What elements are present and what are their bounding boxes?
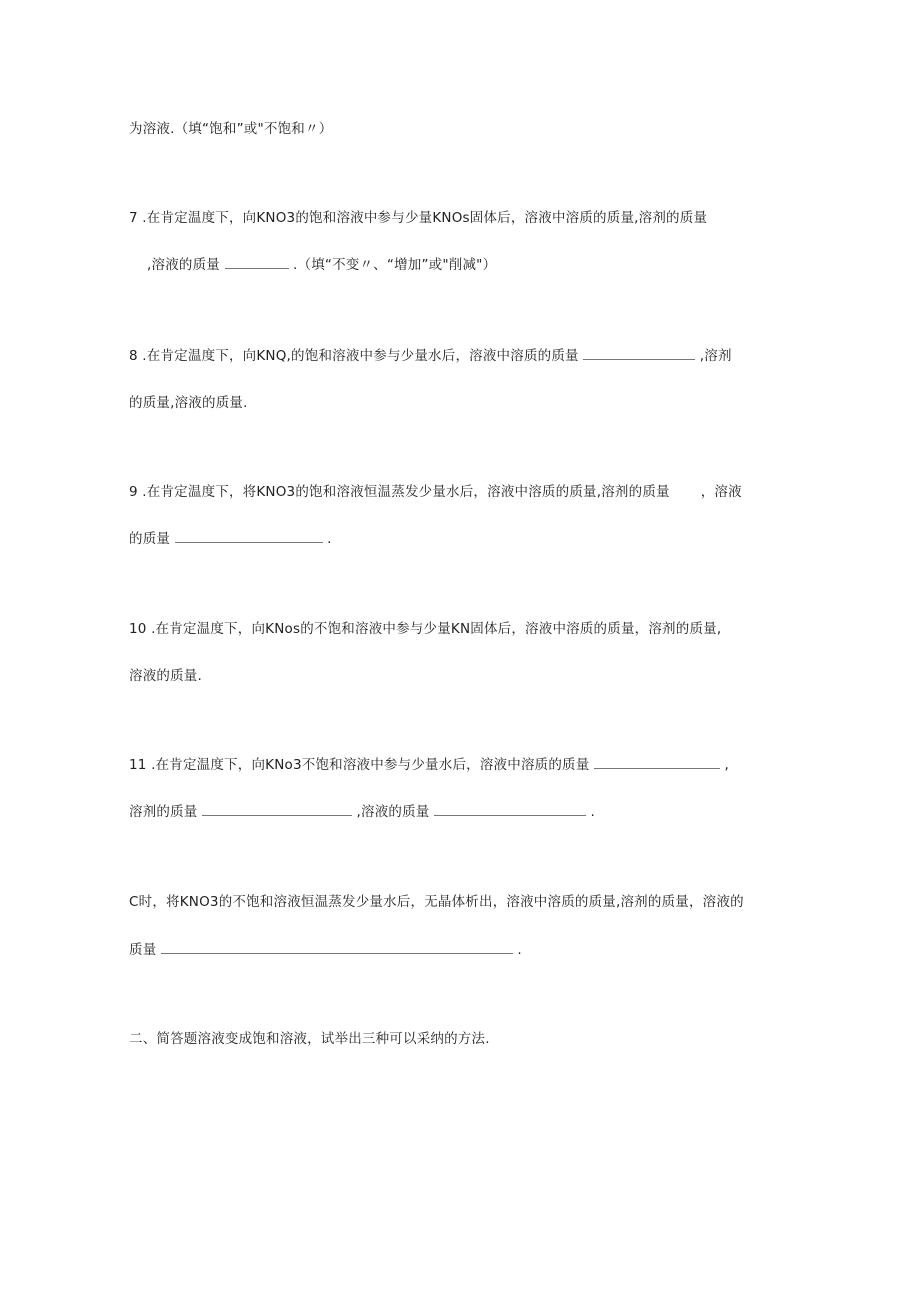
question-11-line-1 [129,756,729,774]
line-text: ,溶液的质量 [356,804,430,820]
line-text: 的质量,溶液的质量. [129,395,248,411]
question-7-line-2 [147,256,496,274]
line-text: 二、简答题溶液变成饱和溶液，试举出三种可以采纳的方法. [129,1031,490,1047]
answer-blank[interactable] [175,530,323,543]
line-text: C时，将KNO3的不饱和溶液恒温蒸发少量水后，无晶体析出，溶液中溶质的质量,溶剂的质量，溶液的 [129,894,744,910]
section-2-heading [129,1030,490,1048]
question-11-line-2 [129,803,595,821]
question-10-line-1 [129,620,721,638]
line-text: 溶剂的质量 [129,804,198,820]
question-12-line-1 [129,893,744,911]
answer-blank[interactable] [583,347,695,360]
line-text: 9 .在肯定温度下，将KNO3的饱和溶液恒温蒸发少量水后，溶液中溶质的质量,溶剂的质量 [129,484,670,500]
answer-blank[interactable] [225,256,289,269]
line-text: , [724,757,729,773]
question-12-line-2 [129,941,522,959]
text-line [129,120,332,138]
answer-blank[interactable] [434,803,586,816]
question-10-line-2 [129,667,202,685]
line-text: 8 .在肯定温度下，向KNQ,的饱和溶液中参与少量水后，溶液中溶质的质量 [129,348,579,364]
question-7-line-1 [129,209,707,227]
question-9-line-2 [129,530,332,548]
line-text: . [327,531,332,547]
question-8-line-1 [129,347,732,365]
line-text: 11 .在肯定温度下，向KNo3不饱和溶液中参与少量水后，溶液中溶质的质量 [129,757,590,773]
line-text: ，溶液 [700,484,742,500]
answer-blank[interactable] [161,941,513,954]
line-text: .（填“不变〃、“增加”或"削减"） [293,257,497,273]
question-8-line-2 [129,394,248,412]
line-text: . [590,804,595,820]
line-text: ,溶液的质量 [147,257,220,273]
line-text: 7 .在肯定温度下，向KNO3的饱和溶液中参与少量KNOs固体后，溶液中溶质的质量,溶剂的质量 [129,210,708,226]
line-text: 为溶液.（填“饱和”或"不饱和〃） [129,121,333,137]
line-text: 质量 [129,942,157,958]
line-text: ,溶剂 [699,348,732,364]
line-text: . [517,942,522,958]
line-text: 的质量 [129,531,171,547]
question-9-line-1 [129,483,742,501]
answer-blank[interactable] [594,756,720,769]
line-text: 溶液的质量. [129,668,202,684]
answer-blank[interactable] [202,803,352,816]
line-text: 10 .在肯定温度下，向KNos的不饱和溶液中参与少量KN固体后，溶液中溶质的质量，溶剂的质量, [129,621,722,637]
